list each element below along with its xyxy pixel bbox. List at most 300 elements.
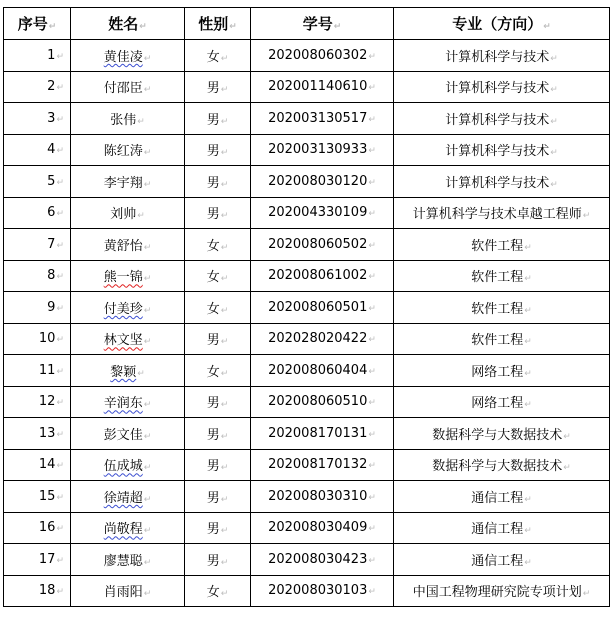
cell-student-id[interactable] [251,481,394,513]
cell-name[interactable] [71,323,185,355]
end-of-cell-mark: ↵ [524,526,532,537]
cell-student-id-text: 202001140610 [268,79,368,95]
cell-seq-text: 15 [38,488,56,504]
end-of-cell-mark: ↵ [143,179,152,190]
end-of-cell-mark: ↵ [143,337,152,348]
cell-student-id[interactable] [251,197,394,229]
end-of-cell-mark: ↵ [550,116,558,127]
end-of-cell-mark: ↵ [220,589,229,600]
end-of-cell-mark: ↵ [368,146,376,157]
cell-gender-text: 女 [206,270,220,286]
table-row [4,449,610,481]
cell-student-id-text: 202003130933 [268,142,368,158]
cell-major[interactable] [394,323,610,355]
cell-major-text: 计算机科学与技术 [445,49,550,65]
end-of-cell-mark: ↵ [524,242,532,253]
cell-major-text: 通信工程 [471,522,524,538]
header-student-id: 学号↵ [251,8,394,40]
cell-student-id[interactable] [251,229,394,261]
cell-seq-text: 12 [38,394,56,410]
end-of-cell-mark: ↵ [368,240,376,251]
cell-gender[interactable] [185,71,251,103]
cell-gender[interactable] [185,103,251,135]
cell-major[interactable] [394,40,610,72]
cell-major-text: 网络工程 [471,396,524,412]
cell-name[interactable] [71,544,185,576]
cell-seq-text: 10 [38,331,56,347]
cell-gender[interactable] [185,575,251,607]
cell-gender-text: 男 [206,333,220,349]
cell-seq-text: 9 [47,299,56,315]
cell-seq[interactable] [4,103,71,135]
cell-name-text: 黎颖 [110,364,137,380]
end-of-cell-mark: ↵ [220,337,229,348]
cell-name-text: 尚敬程 [103,522,143,538]
end-of-cell-mark: ↵ [220,305,229,316]
cell-seq[interactable] [4,575,71,607]
cell-gender-text: 男 [206,207,220,223]
end-of-cell-mark: ↵ [368,398,376,409]
end-of-cell-mark: ↵ [524,274,532,285]
cell-gender[interactable] [185,197,251,229]
cell-name-text: 辛润东 [103,396,143,412]
cell-seq-text: 18 [38,583,56,599]
end-of-cell-mark: ↵ [143,85,152,96]
cell-name[interactable] [71,575,185,607]
table-row [4,418,610,450]
cell-name[interactable] [71,103,185,135]
cell-gender-text: 男 [206,490,220,506]
end-of-cell-mark: ↵ [143,274,152,285]
end-of-cell-mark: ↵ [220,274,229,285]
cell-name[interactable] [71,355,185,387]
cell-major-text: 中国工程物理研究院专项计划 [412,585,582,601]
end-of-cell-mark: ↵ [220,463,229,474]
cell-gender-text: 女 [206,585,220,601]
end-of-cell-mark: ↵ [143,53,152,64]
header-major: 专业（方向）↵ [394,8,610,40]
cell-major[interactable] [394,71,610,103]
end-of-cell-mark: ↵ [368,587,376,598]
cell-gender-text: 男 [206,396,220,412]
table-row [4,229,610,261]
end-of-cell-mark: ↵ [550,53,558,64]
table-header-row [4,8,610,40]
end-of-cell-mark: ↵ [220,211,229,222]
cell-seq-text: 17 [38,551,56,567]
table-row [4,481,610,513]
end-of-cell-mark: ↵ [368,272,376,283]
cell-gender-text: 男 [206,522,220,538]
document-page [3,7,610,607]
cell-gender[interactable] [185,418,251,450]
student-roster-table [3,7,610,607]
cell-seq[interactable] [4,449,71,481]
end-of-cell-mark: ↵ [56,240,64,251]
cell-seq[interactable] [4,197,71,229]
cell-student-id[interactable] [251,386,394,418]
cell-seq[interactable] [4,386,71,418]
end-of-cell-mark: ↵ [56,461,64,472]
cell-name-text: 付邵臣 [103,81,143,97]
cell-student-id[interactable] [251,449,394,481]
cell-major[interactable] [394,229,610,261]
cell-student-id[interactable] [251,134,394,166]
cell-name-text: 林文坚 [103,333,143,349]
cell-gender-text: 男 [206,459,220,475]
cell-name[interactable] [71,481,185,513]
cell-major[interactable] [394,103,610,135]
end-of-cell-mark: ↵ [220,526,229,537]
cell-gender[interactable] [185,40,251,72]
cell-student-id-text: 202008060501 [268,299,368,315]
cell-seq[interactable] [4,292,71,324]
end-of-cell-mark: ↵ [229,22,237,32]
cell-major-text: 通信工程 [471,490,524,506]
end-of-cell-mark: ↵ [220,116,229,127]
table-body [4,40,610,607]
cell-major[interactable] [394,449,610,481]
end-of-cell-mark: ↵ [524,368,532,379]
cell-student-id-text: 202028020422 [268,331,368,347]
table-row [4,197,610,229]
end-of-cell-mark: ↵ [143,431,152,442]
end-of-cell-mark: ↵ [137,211,145,222]
end-of-cell-mark: ↵ [368,83,376,94]
cell-seq[interactable] [4,229,71,261]
cell-name[interactable] [71,260,185,292]
cell-student-id[interactable] [251,355,394,387]
cell-seq[interactable] [4,481,71,513]
cell-gender-text: 男 [206,81,220,97]
end-of-cell-mark: ↵ [368,177,376,188]
end-of-cell-mark: ↵ [56,524,64,535]
end-of-cell-mark: ↵ [143,589,152,600]
end-of-cell-mark: ↵ [582,589,591,600]
end-of-cell-mark: ↵ [56,51,64,62]
end-of-cell-mark: ↵ [550,179,558,190]
cell-gender-text: 男 [206,175,220,191]
table-row [4,386,610,418]
end-of-cell-mark: ↵ [139,22,147,32]
cell-student-id[interactable] [251,103,394,135]
end-of-cell-mark: ↵ [543,22,551,32]
end-of-cell-mark: ↵ [220,368,229,379]
end-of-cell-mark: ↵ [368,524,376,535]
cell-name[interactable] [71,418,185,450]
cell-major-text: 计算机科学与技术 [445,175,550,191]
end-of-cell-mark: ↵ [137,368,145,379]
end-of-cell-mark: ↵ [582,211,591,222]
cell-major-text: 软件工程 [471,333,524,349]
table-row [4,575,610,607]
cell-seq-text: 11 [38,362,56,378]
cell-seq-text: 6 [47,205,56,221]
table-row [4,40,610,72]
cell-major-text: 计算机科学与技术 [445,81,550,97]
end-of-cell-mark: ↵ [550,85,558,96]
cell-gender[interactable] [185,512,251,544]
end-of-cell-mark: ↵ [524,557,532,568]
cell-gender-text: 男 [206,144,220,160]
cell-student-id[interactable] [251,323,394,355]
cell-student-id-text: 202008060404 [268,362,368,378]
end-of-cell-mark: ↵ [56,272,64,283]
cell-student-id-text: 202008061002 [268,268,368,284]
end-of-cell-mark: ↵ [56,335,64,346]
end-of-cell-mark: ↵ [220,85,229,96]
cell-seq-text: 16 [38,520,56,536]
cell-name-text: 熊一锦 [103,270,143,286]
end-of-cell-mark: ↵ [220,494,229,505]
end-of-cell-mark: ↵ [143,305,152,316]
cell-name[interactable] [71,197,185,229]
end-of-cell-mark: ↵ [563,463,571,474]
cell-gender[interactable] [185,134,251,166]
cell-major-text: 数据科学与大数据技术 [432,427,563,443]
end-of-cell-mark: ↵ [220,148,229,159]
cell-name-text: 陈红涛 [103,144,143,160]
cell-major-text: 网络工程 [471,364,524,380]
end-of-cell-mark: ↵ [143,463,152,474]
cell-student-id[interactable] [251,418,394,450]
cell-major-text: 软件工程 [471,301,524,317]
cell-seq[interactable] [4,166,71,198]
cell-major-text: 计算机科学与技术 [445,144,550,160]
cell-student-id[interactable] [251,292,394,324]
cell-gender[interactable] [185,386,251,418]
table-row [4,512,610,544]
end-of-cell-mark: ↵ [220,557,229,568]
end-of-cell-mark: ↵ [56,303,64,314]
header-gender: 性别↵ [185,8,251,40]
cell-major[interactable] [394,418,610,450]
cell-student-id-text: 202008060502 [268,236,368,252]
cell-name-text: 黄佳凌 [103,49,143,65]
cell-student-id-text: 202003130517 [268,110,368,126]
cell-major-text: 计算机科学与技术卓越工程师 [412,207,582,223]
cell-major-text: 数据科学与大数据技术 [432,459,563,475]
cell-seq-text: 4 [47,142,56,158]
cell-seq[interactable] [4,544,71,576]
cell-name-text: 徐靖超 [103,490,143,506]
end-of-cell-mark: ↵ [56,83,64,94]
cell-major[interactable] [394,166,610,198]
cell-seq[interactable] [4,260,71,292]
table-row [4,323,610,355]
end-of-cell-mark: ↵ [143,148,152,159]
end-of-cell-mark: ↵ [220,179,229,190]
cell-gender[interactable] [185,449,251,481]
cell-student-id-text: 202008170132 [268,457,368,473]
cell-gender-text: 女 [206,301,220,317]
cell-major[interactable] [394,544,610,576]
cell-name-text: 李宇翔 [103,175,143,191]
cell-gender[interactable] [185,229,251,261]
cell-major-text: 软件工程 [471,238,524,254]
table-row [4,292,610,324]
end-of-cell-mark: ↵ [368,51,376,62]
cell-seq-text: 5 [47,173,56,189]
end-of-cell-mark: ↵ [56,366,64,377]
end-of-cell-mark: ↵ [220,53,229,64]
end-of-cell-mark: ↵ [143,242,152,253]
cell-student-id-text: 202008170131 [268,425,368,441]
table-row [4,71,610,103]
end-of-cell-mark: ↵ [563,431,571,442]
cell-name[interactable] [71,512,185,544]
cell-major[interactable] [394,197,610,229]
table-row [4,166,610,198]
cell-seq[interactable] [4,40,71,72]
table-row [4,103,610,135]
cell-name[interactable] [71,166,185,198]
end-of-cell-mark: ↵ [56,492,64,503]
end-of-cell-mark: ↵ [56,146,64,157]
cell-student-id[interactable] [251,512,394,544]
cell-major-text: 计算机科学与技术 [445,112,550,128]
cell-name[interactable] [71,134,185,166]
cell-seq-text: 1 [47,47,56,63]
cell-seq-text: 3 [47,110,56,126]
header-seq: 序号↵ [4,8,71,40]
cell-gender[interactable] [185,355,251,387]
cell-major[interactable] [394,134,610,166]
end-of-cell-mark: ↵ [137,116,145,127]
end-of-cell-mark: ↵ [56,114,64,125]
end-of-cell-mark: ↵ [56,209,64,220]
end-of-cell-mark: ↵ [56,429,64,440]
end-of-cell-mark: ↵ [368,209,376,220]
table-row [4,544,610,576]
end-of-cell-mark: ↵ [143,494,152,505]
cell-name[interactable] [71,71,185,103]
cell-gender-text: 男 [206,112,220,128]
cell-gender-text: 男 [206,553,220,569]
cell-seq[interactable] [4,323,71,355]
cell-seq[interactable] [4,71,71,103]
cell-student-id-text: 202004330109 [268,205,368,221]
cell-seq-text: 2 [47,79,56,95]
cell-name-text: 刘帅 [110,207,137,223]
cell-seq[interactable] [4,355,71,387]
cell-name[interactable] [71,449,185,481]
cell-gender-text: 男 [206,427,220,443]
cell-student-id[interactable] [251,544,394,576]
cell-gender[interactable] [185,260,251,292]
cell-name-text: 张伟 [110,112,137,128]
cell-major[interactable] [394,481,610,513]
cell-major[interactable] [394,386,610,418]
end-of-cell-mark: ↵ [368,114,376,125]
cell-student-id-text: 202008030120 [268,173,368,189]
cell-seq-text: 8 [47,268,56,284]
end-of-cell-mark: ↵ [143,526,152,537]
cell-seq[interactable] [4,512,71,544]
end-of-cell-mark: ↵ [524,400,532,411]
end-of-cell-mark: ↵ [368,429,376,440]
cell-student-id[interactable] [251,71,394,103]
cell-major[interactable] [394,292,610,324]
end-of-cell-mark: ↵ [56,398,64,409]
end-of-cell-mark: ↵ [368,555,376,566]
cell-major[interactable] [394,512,610,544]
cell-major[interactable] [394,355,610,387]
cell-major[interactable] [394,575,610,607]
cell-seq-text: 7 [47,236,56,252]
end-of-cell-mark: ↵ [333,22,342,32]
cell-student-id-text: 202008030423 [268,551,368,567]
end-of-cell-mark: ↵ [220,431,229,442]
cell-student-id-text: 202008060302 [268,47,368,63]
cell-name-text: 付美珍 [103,301,143,317]
cell-name-text: 廖慧聪 [103,553,143,569]
cell-gender-text: 女 [206,364,220,380]
cell-student-id[interactable] [251,260,394,292]
end-of-cell-mark: ↵ [524,337,532,348]
cell-seq-text: 14 [38,457,56,473]
end-of-cell-mark: ↵ [550,148,558,159]
end-of-cell-mark: ↵ [56,587,64,598]
cell-name[interactable] [71,386,185,418]
end-of-cell-mark: ↵ [524,305,532,316]
cell-name[interactable] [71,229,185,261]
end-of-cell-mark: ↵ [368,461,376,472]
table-row [4,355,610,387]
end-of-cell-mark: ↵ [143,400,152,411]
end-of-cell-mark: ↵ [524,494,532,505]
cell-gender-text: 女 [206,49,220,65]
cell-name-text: 伍成城 [103,459,143,475]
end-of-cell-mark: ↵ [368,303,376,314]
end-of-cell-mark: ↵ [48,22,57,32]
end-of-cell-mark: ↵ [56,177,64,188]
cell-gender[interactable] [185,292,251,324]
cell-name-text: 黄舒怡 [103,238,143,254]
cell-gender[interactable] [185,544,251,576]
table-row [4,134,610,166]
cell-student-id-text: 202008060510 [268,394,368,410]
cell-gender-text: 女 [206,238,220,254]
cell-seq-text: 13 [38,425,56,441]
cell-seq[interactable] [4,418,71,450]
cell-gender[interactable] [185,166,251,198]
cell-student-id-text: 202008030103 [268,583,368,599]
end-of-cell-mark: ↵ [368,492,376,503]
cell-name-text: 彭文佳 [103,427,143,443]
cell-student-id[interactable] [251,40,394,72]
cell-student-id[interactable] [251,166,394,198]
cell-seq[interactable] [4,134,71,166]
cell-major-text: 软件工程 [471,270,524,286]
cell-name[interactable] [71,40,185,72]
cell-student-id-text: 202008030409 [268,520,368,536]
cell-gender[interactable] [185,481,251,513]
end-of-cell-mark: ↵ [368,366,376,377]
cell-student-id[interactable] [251,575,394,607]
end-of-cell-mark: ↵ [220,242,229,253]
end-of-cell-mark: ↵ [368,335,376,346]
end-of-cell-mark: ↵ [220,400,229,411]
cell-major[interactable] [394,260,610,292]
cell-name[interactable] [71,292,185,324]
cell-name-text: 肖雨阳 [103,585,143,601]
cell-student-id-text: 202008030310 [268,488,368,504]
header-name: 姓名↵ [71,8,185,40]
cell-gender[interactable] [185,323,251,355]
end-of-cell-mark: ↵ [143,557,152,568]
table-row [4,260,610,292]
